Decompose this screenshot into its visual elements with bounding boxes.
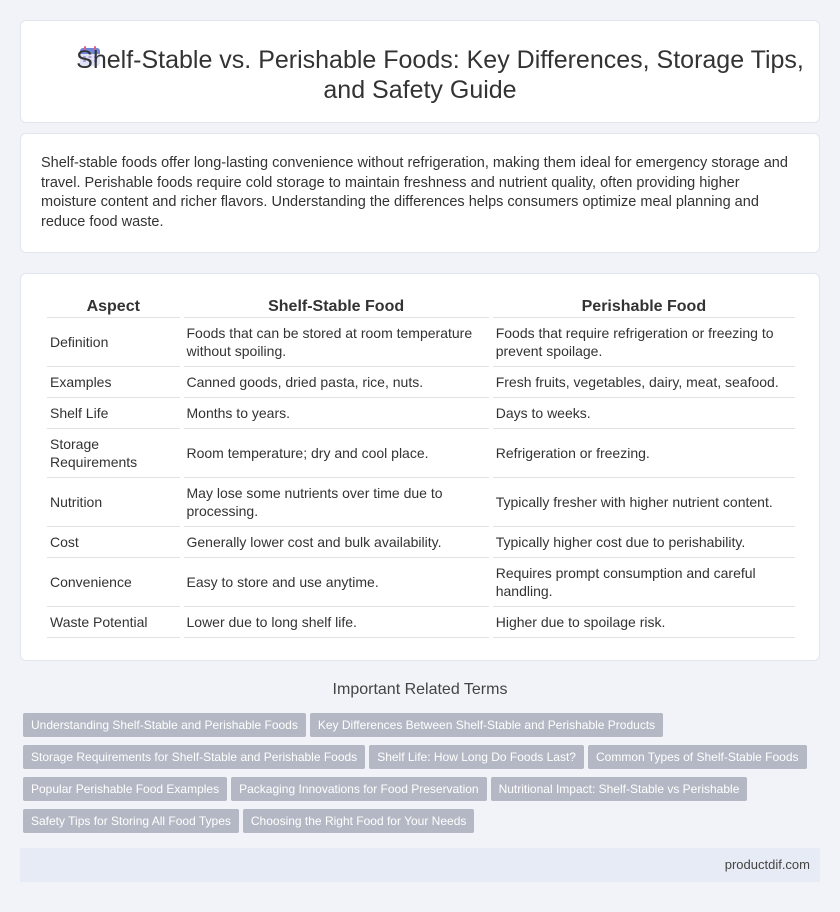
related-term-link[interactable]: Safety Tips for Storing All Food Types xyxy=(23,809,239,833)
cell-shelf-stable: Foods that can be stored at room temperature without spoiling. xyxy=(184,318,489,367)
header-aspect: Aspect xyxy=(47,297,180,318)
related-terms-list xyxy=(23,713,823,841)
cell-aspect: Nutrition xyxy=(47,478,180,527)
cell-aspect: Examples xyxy=(47,367,180,398)
header-perishable: Perishable Food xyxy=(493,297,795,318)
table-row xyxy=(47,398,795,429)
cell-perishable: Typically higher cost due to perishability. xyxy=(493,527,795,558)
cell-perishable: Refrigeration or freezing. xyxy=(493,429,795,478)
table-row xyxy=(47,558,795,607)
cell-shelf-stable: May lose some nutrients over time due to processing. xyxy=(184,478,489,527)
table-header-row xyxy=(47,297,795,318)
intro-paragraph: Shelf-stable foods offer long-lasting convenience without refrigeration, making them ideal for emergency storage and travel. Perishable foods require cold storage to maintain freshness and nutrient quality, often providing higher moisture content and richer flavors. Understanding the differences helps consumers optimize meal planning and reduce food waste. xyxy=(41,155,788,230)
cell-aspect: Convenience xyxy=(47,558,180,607)
related-term-link[interactable]: Choosing the Right Food for Your Needs xyxy=(243,809,474,833)
cell-perishable: Days to weeks. xyxy=(493,398,795,429)
cell-aspect: Shelf Life xyxy=(47,398,180,429)
related-terms-heading: Important Related Terms xyxy=(332,681,508,698)
related-term-link[interactable]: Understanding Shelf-Stable and Perishable Foods xyxy=(23,713,306,737)
comparison-table xyxy=(43,297,799,638)
cell-shelf-stable: Canned goods, dried pasta, rice, nuts. xyxy=(184,367,489,398)
table-row xyxy=(47,429,795,478)
cell-aspect: Cost xyxy=(47,527,180,558)
related-term-link[interactable]: Packaging Innovations for Food Preservation xyxy=(231,777,486,801)
table-row xyxy=(47,607,795,638)
table-row xyxy=(47,478,795,527)
related-term-link[interactable]: Nutritional Impact: Shelf-Stable vs Perishable xyxy=(491,777,748,801)
cell-shelf-stable: Room temperature; dry and cool place. xyxy=(184,429,489,478)
footer xyxy=(20,848,820,882)
cell-perishable: Foods that require refrigeration or freezing to prevent spoilage. xyxy=(493,318,795,367)
page-title xyxy=(21,45,819,105)
header-shelf-stable: Shelf-Stable Food xyxy=(184,297,489,318)
cell-aspect: Waste Potential xyxy=(47,607,180,638)
intro-card xyxy=(20,133,820,253)
cell-shelf-stable: Easy to store and use anytime. xyxy=(184,558,489,607)
comparison-card xyxy=(20,273,820,661)
cell-shelf-stable: Months to years. xyxy=(184,398,489,429)
page-title-line-1: Shelf-Stable vs. Perishable Foods: Key Differences, Storage Tips, xyxy=(76,46,804,74)
cell-shelf-stable: Lower due to long shelf life. xyxy=(184,607,489,638)
footer-site-link[interactable]: productdif.com xyxy=(724,857,810,872)
page-title-line-2: and Safety Guide xyxy=(323,76,517,104)
related-term-link[interactable]: Common Types of Shelf-Stable Foods xyxy=(588,745,807,769)
cell-perishable: Requires prompt consumption and careful handling. xyxy=(493,558,795,607)
related-term-link[interactable]: Storage Requirements for Shelf-Stable and Perishable Foods xyxy=(23,745,365,769)
cell-shelf-stable: Generally lower cost and bulk availability. xyxy=(184,527,489,558)
title-card xyxy=(20,20,820,123)
table-row xyxy=(47,527,795,558)
cell-aspect: Storage Requirements xyxy=(47,429,180,478)
cell-perishable: Fresh fruits, vegetables, dairy, meat, seafood. xyxy=(493,367,795,398)
cell-perishable: Typically fresher with higher nutrient content. xyxy=(493,478,795,527)
related-term-link[interactable]: Key Differences Between Shelf-Stable and Perishable Products xyxy=(310,713,663,737)
table-row xyxy=(47,367,795,398)
related-term-link[interactable]: Shelf Life: How Long Do Foods Last? xyxy=(369,745,584,769)
table-row xyxy=(47,318,795,367)
related-term-link[interactable]: Popular Perishable Food Examples xyxy=(23,777,227,801)
cell-perishable: Higher due to spoilage risk. xyxy=(493,607,795,638)
cell-aspect: Definition xyxy=(47,318,180,367)
